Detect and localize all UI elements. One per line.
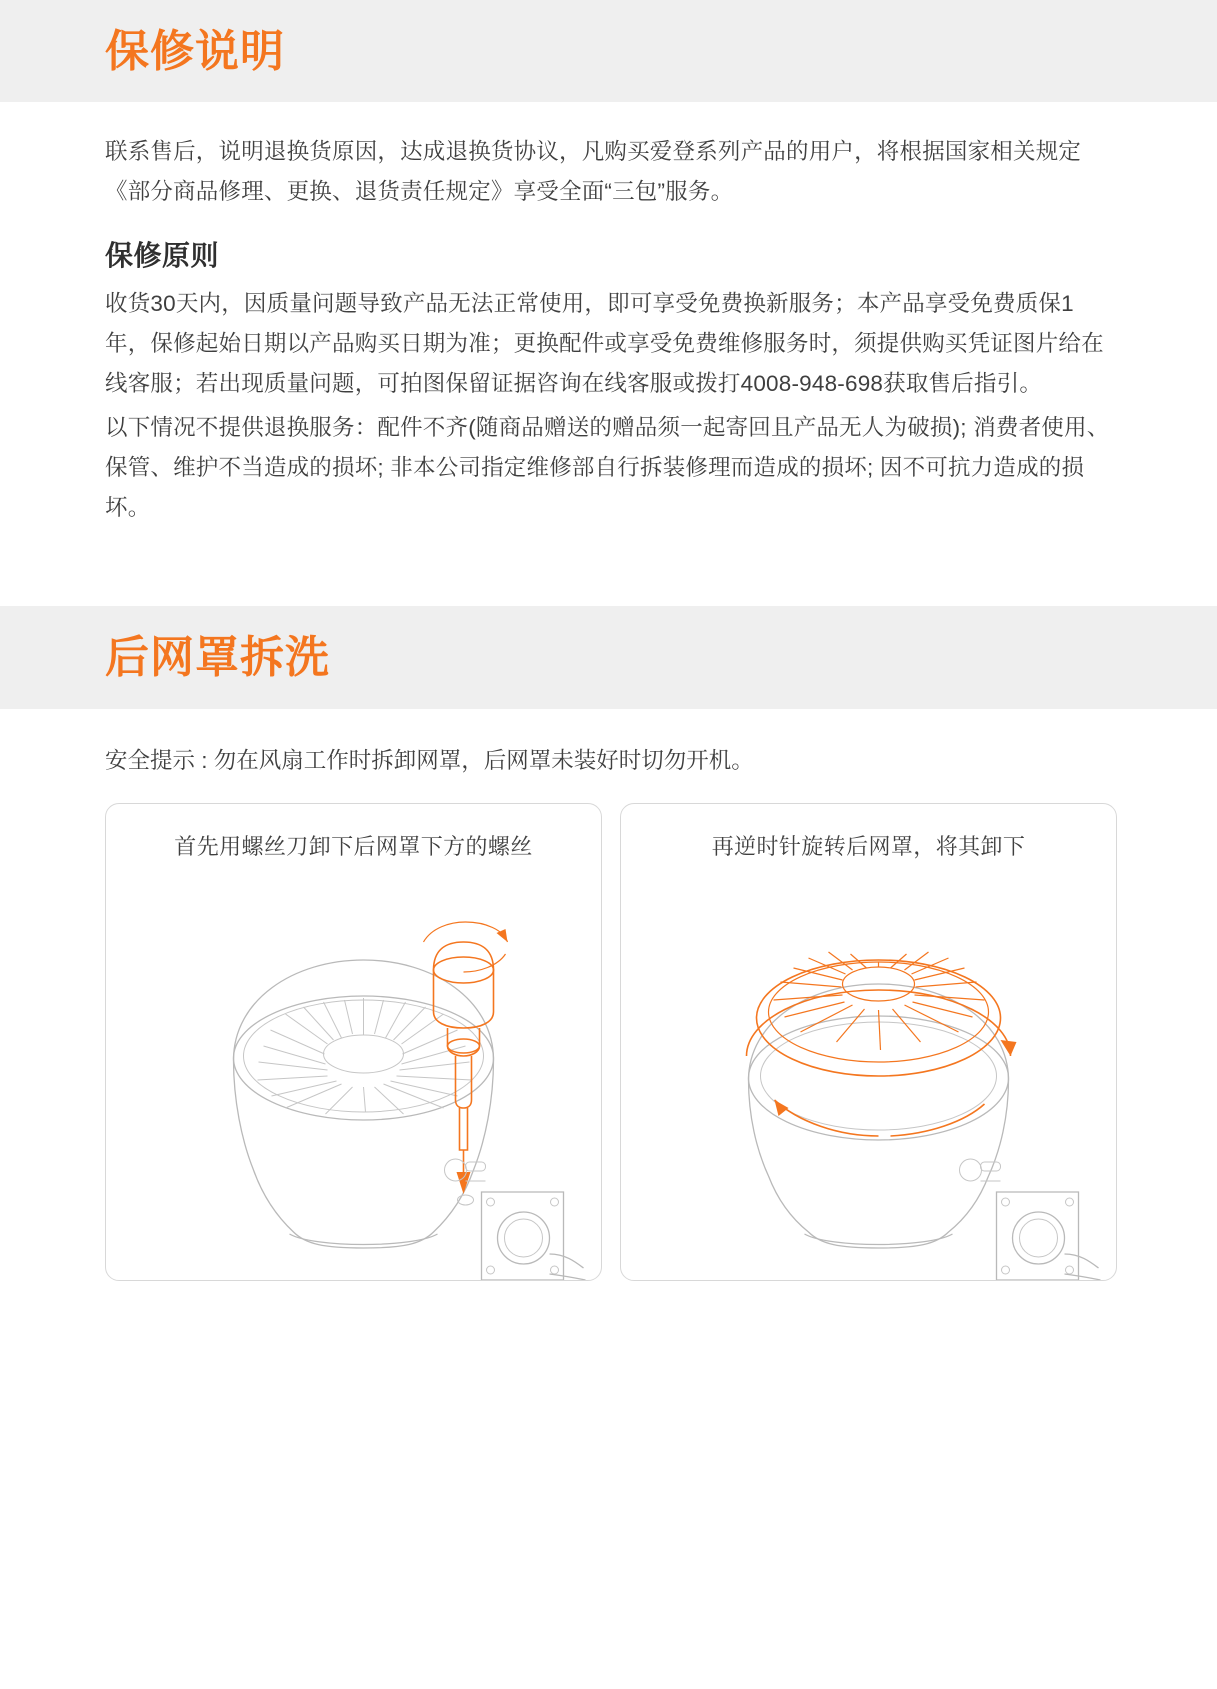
warranty-title: 保修说明 [105, 27, 285, 76]
power-cable [550, 1254, 586, 1280]
page-bottom-spacer [105, 1321, 1117, 1621]
fan-body-outline [749, 984, 1009, 1248]
warranty-section-body [0, 102, 1217, 606]
mesh-step-2-caption: 再逆时针旋转后网罩，将其卸下 [711, 833, 1026, 859]
body-controls [960, 1159, 1001, 1181]
fan-grille [258, 998, 472, 1114]
warranty-principle-heading: 保修原则 [105, 240, 220, 272]
control-panel [482, 1192, 564, 1280]
mesh-step-card-1 [105, 803, 602, 1281]
control-panel [997, 1192, 1079, 1280]
mesh-safety-note: 安全提示 : 勿在风扇工作时拆卸网罩，后网罩未装好时切勿开机。 [105, 747, 754, 773]
warranty-bottom-spacer [105, 528, 1117, 606]
mesh-section-header [0, 606, 1217, 708]
mesh-step-1-illustration [106, 850, 601, 1280]
fan-mesh-rotate-diagram [621, 850, 1116, 1280]
warranty-exclusions-text: 以下情况不提供退换服务：配件不齐(随商品赠送的赠品须一起寄回且产品无人为破损); 消费者使用、保管、维护不当造成的损坏; 非本公司指定维修部自行拆装修理而造成的损坏; 因不可抗力造成的损坏。 [105, 415, 1110, 521]
rear-mesh-cover [757, 952, 1001, 1076]
power-cable [1065, 1254, 1101, 1280]
fan-screwdriver-diagram [106, 850, 601, 1280]
screwdriver [424, 922, 508, 1194]
mesh-step-2-illustration [621, 850, 1116, 1280]
mesh-steps [105, 803, 1117, 1321]
mesh-step-card-2 [620, 803, 1117, 1281]
mesh-step-1-caption: 首先用螺丝刀卸下后网罩下方的螺丝 [174, 833, 533, 859]
mesh-section-body [0, 709, 1217, 1621]
warranty-section-header [0, 0, 1217, 102]
warranty-intro-text: 联系售后，说明退换货原因，达成退换货协议，凡购买爱登系列产品的用户，将根据国家相关规定《部分商品修理、更换、退货责任规定》享受全面“三包”服务。 [105, 139, 1082, 205]
mesh-title: 后网罩拆洗 [105, 633, 330, 683]
warranty-principle-text: 收货30天内，因质量问题导致产品无法正常使用，即可享受免费换新服务；本产品享受免费质保1年，保修起始日期以产品购买日期为准；更换配件或享受免费维修服务时，须提供购买凭证图片给在线客服；若出现质量问题，可拍图保留证据咨询在线客服或拨打4008-948-698获取售后指引。 [105, 291, 1104, 397]
counterclockwise-rotation-arrow [747, 990, 1017, 1136]
